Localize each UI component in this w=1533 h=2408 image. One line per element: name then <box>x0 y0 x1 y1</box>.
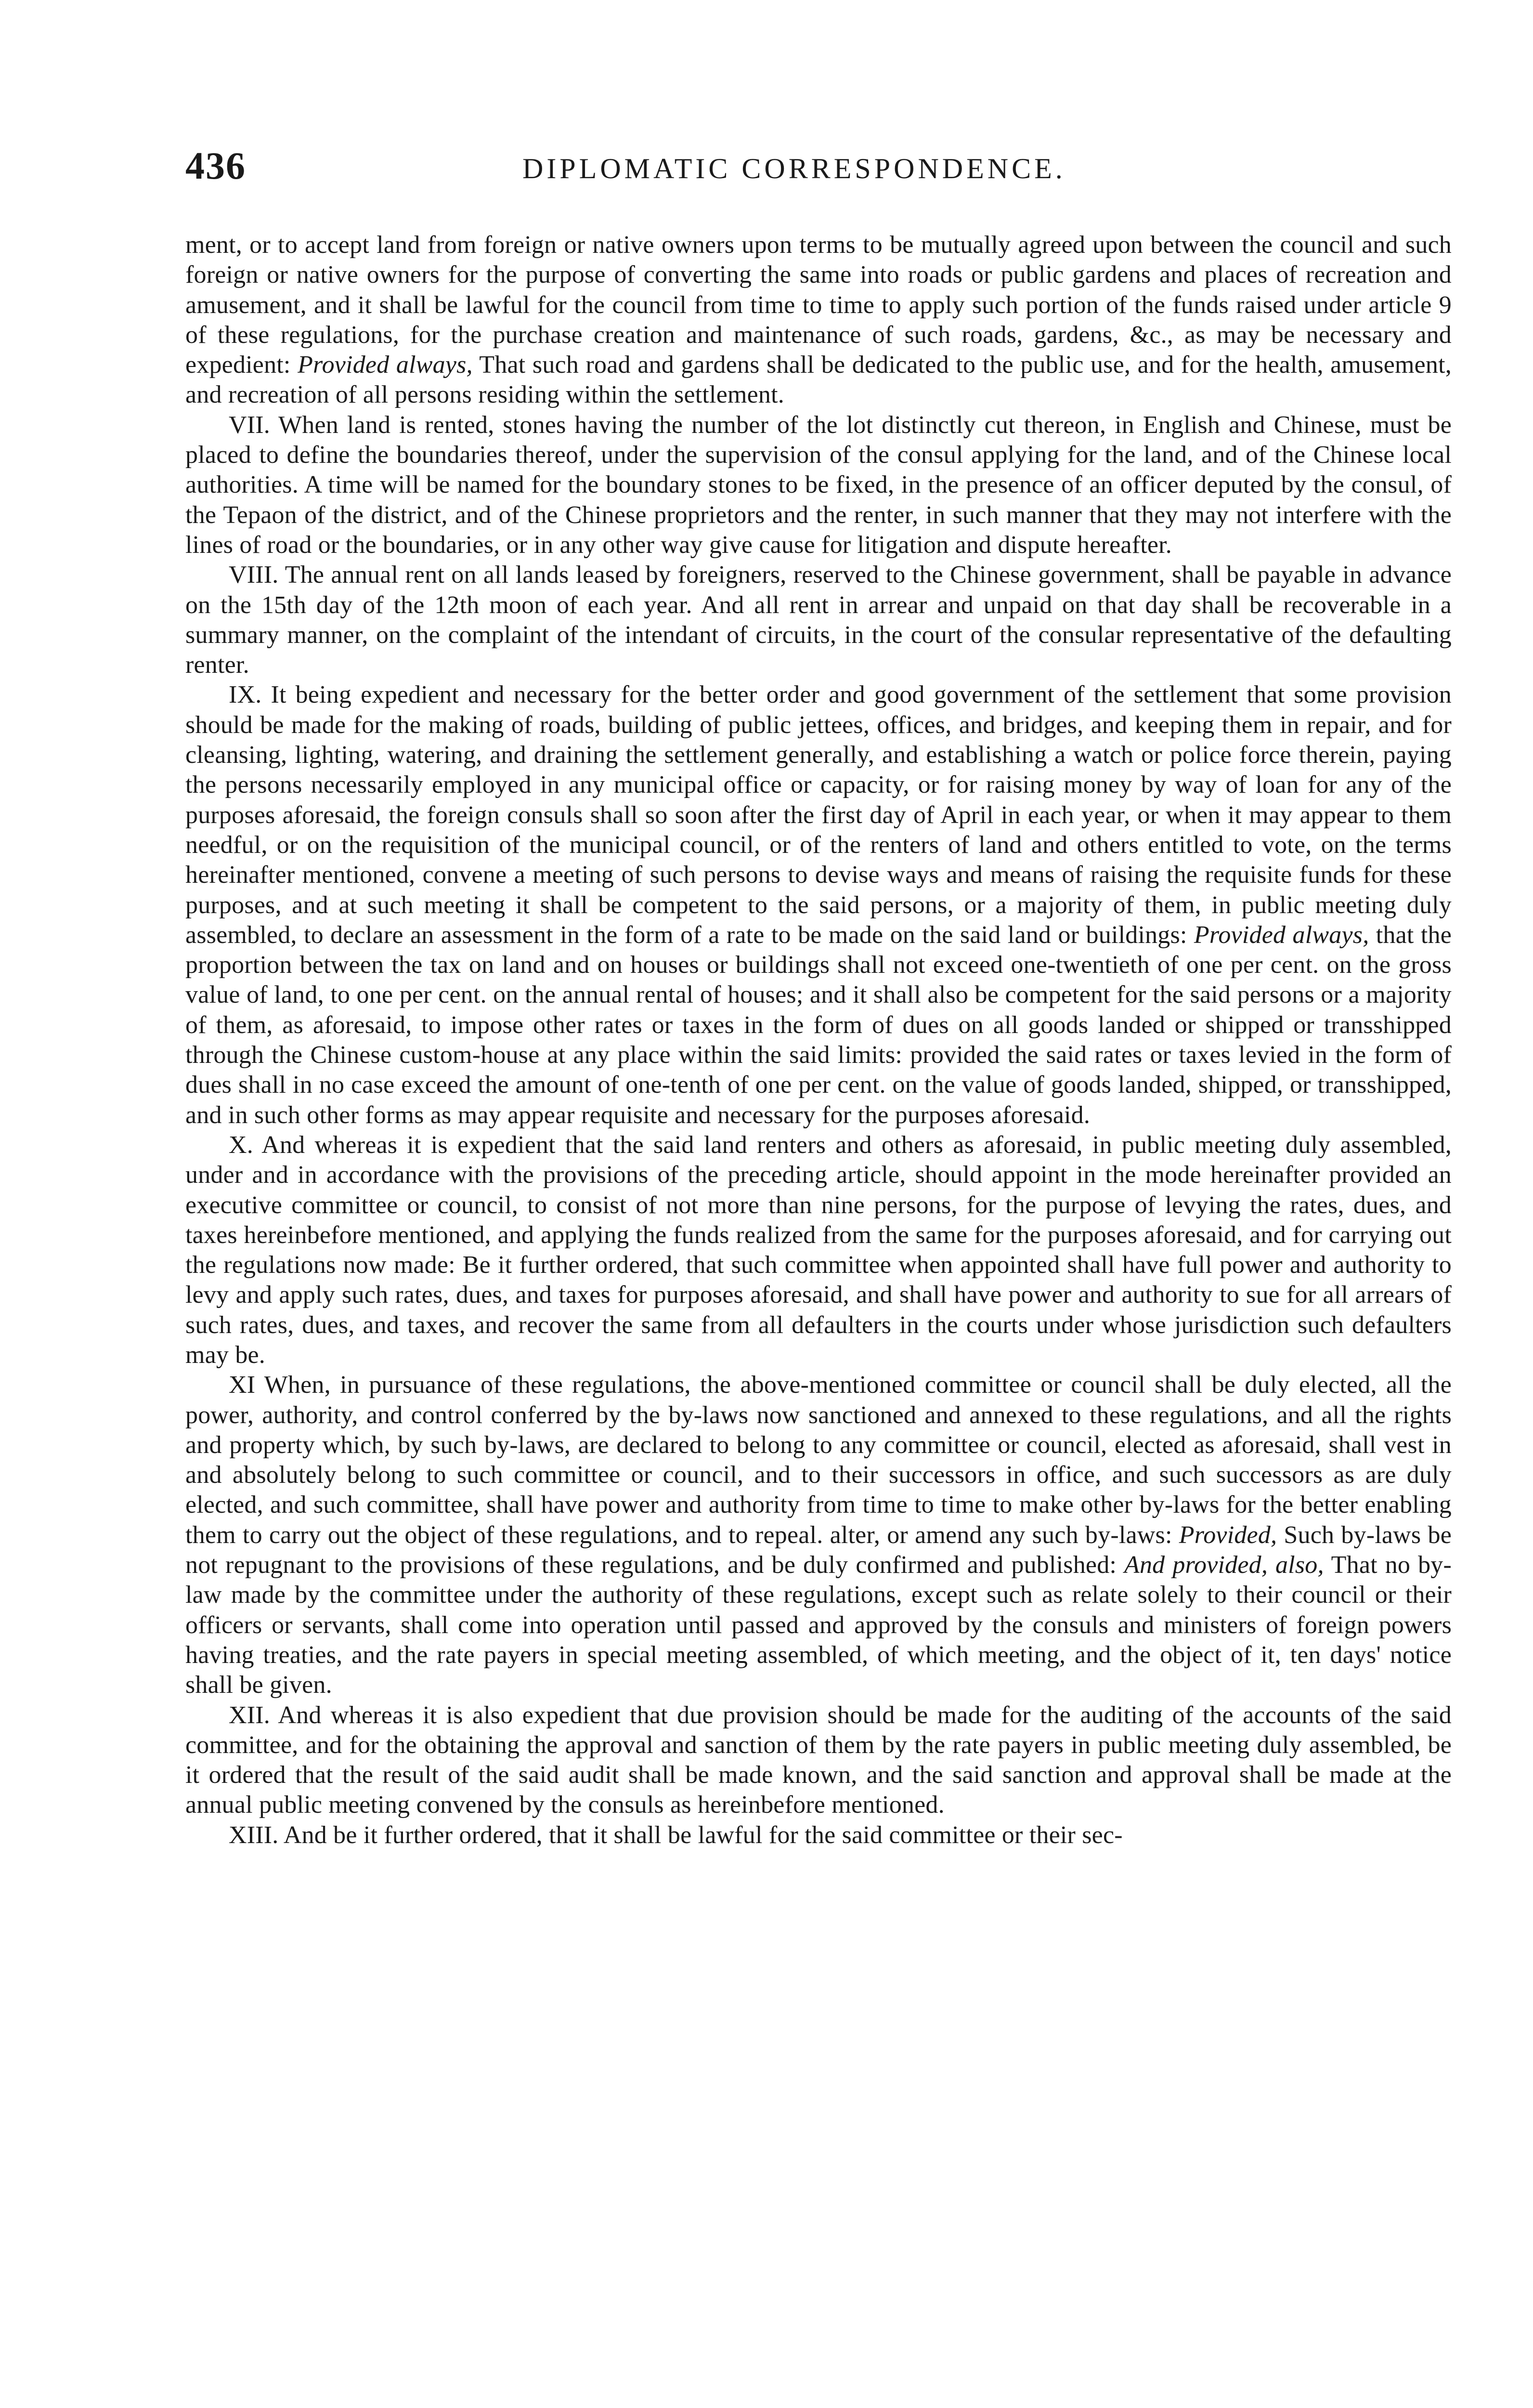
article-xii: XII. And whereas it is also expedient that due provision should be made for the auditing of the accounts of the said committee, and for the obtaining the approval and sanction of them by the rate payers in public meeting duly assembled, be it ordered that the result of the said audit shall be made known, and the said sanction and approval shall be made at the annual public meeting convened by the consuls as hereinbefore mentioned. <box>185 1701 1452 1819</box>
body-text <box>185 230 1452 1850</box>
article-xi: XI When, in pursuance of these regulations, the above-mentioned committee or council shall be duly elected, all the power, authority, and control conferred by the by-laws now sanctioned and annexed to these regulations, and all the rights and property which, by such by-laws, are declared to belong to any committee or council, elected as aforesaid, shall vest in and absolutely belong to such committee or council, and to their successors in office, and such successors as are duly elected, and such committee, shall have power and authority from time to time to make other by-laws for the better enabling them to carry out the object of these regulations, and to repeal. alter, or amend any such by-laws: Provided, Such by-laws be not repugnant to the provisions of these regulations, and be duly confirmed and published: And provided, also, That no by-law made by the committee under the authority of these regulations, except such as relate solely to their council or their officers or servants, shall come into operation until passed and approved by the consuls and ministers of foreign powers having treaties, and the rate payers in special meeting assembled, of which meeting, and the object of it, ten days' notice shall be given. <box>185 1371 1452 1699</box>
italic-phrase: Provided always, <box>1194 921 1369 949</box>
running-header <box>185 140 1452 197</box>
italic-phrase: Provided always, <box>298 351 473 379</box>
article-x: X. And whereas it is expedient that the said land renters and others as aforesaid, in public meeting duly assembled, under and in accordance with the provisions of the preceding article, should appoint in the mode hereinafter provided an executive committee or council, to consist of not more than nine persons, for the purpose of levying the rates, dues, and taxes hereinbefore mentioned, and applying the funds realized from the same for the purposes aforesaid, and for carrying out the regulations now made: Be it further ordered, that such committee when appointed shall have full power and authority to levy and apply such rates, dues, and taxes for purposes aforesaid, and shall have power and authority to sue for all arrears of such rates, dues, and taxes, and recover the same from all defaulters in the courts under whose jurisdiction such defaulters may be. <box>185 1131 1452 1369</box>
article-vii: VII. When land is rented, stones having the number of the lot distinctly cut thereon, in English and Chinese, must be placed to define the boundaries thereof, under the supervision of the consul applying for the land, and of the Chinese local authorities. A time will be named for the boundary stones to be fixed, in the presence of an officer deputed by the consul, of the Tepaon of the district, and of the Chinese proprietors and the renter, in such manner that they may not interfere with the lines of road or the boundaries, or in any other way give cause for litigation and dispute hereafter. <box>185 411 1452 559</box>
article-viii: VIII. The annual rent on all lands leased by foreigners, reserved to the Chinese government, shall be payable in advance on the 15th day of the 12th moon of each year. And all rent in arrear and unpaid on that day shall be recoverable in a summary manner, on the complaint of the intendant of circuits, in the court of the consular representative of the defaulting renter. <box>185 561 1452 679</box>
article-xiii: XIII. And be it further ordered, that it shall be lawful for the said committee or their sec- <box>229 1821 1123 1849</box>
page-number: 436 <box>185 145 246 187</box>
italic-phrase: And provided, also, <box>1124 1551 1324 1579</box>
article-ix: IX. It being expedient and necessary for the better order and good government of the settlement that some provision should be made for the making of roads, building of public jettees, offices, and bridges, and keeping them in repair, and for cleansing, lighting, watering, and draining the settlement generally, and establishing a watch or police force therein, paying the persons necessarily employed in any municipal office or capacity, or for raising money by way of loan for any of the purposes aforesaid, the foreign consuls shall so soon after the first day of April in each year, or when it may appear to them needful, or on the requisition of the municipal council, or of the renters of land and others entitled to vote, on the terms hereinafter mentioned, convene a meeting of such persons to devise ways and means of raising the requisite funds for these purposes, and at such meeting it shall be competent to the said persons, or a majority of them, in public meeting duly assembled, to declare an assessment in the form of a rate to be made on the said land or buildings: Provided always, that the proportion between the tax on land and on houses or buildings shall not exceed one-twentieth of one per cent. on the gross value of land, to one per cent. on the annual rental of houses; and it shall also be competent for the said persons or a majority of them, as aforesaid, to impose other rates or taxes in the form of dues on all goods landed or shipped or transshipped through the Chinese custom-house at any place within the said limits: provided the said rates or taxes levied in the form of dues shall in no case exceed the amount of one-tenth of one per cent. on the value of goods landed, shipped, or transshipped, and in such other forms as may appear requisite and necessary for the purposes aforesaid. <box>185 681 1452 1129</box>
italic-phrase: Provided, <box>1179 1521 1277 1549</box>
running-title: DIPLOMATIC CORRESPONDENCE. <box>522 153 1066 184</box>
paragraph-continuation: ment, or to accept land from foreign or native owners upon terms to be mutually agreed upon between the council and such foreign or native owners for the purpose of converting the same into roads or public gardens and places of recreation and amusement, and it shall be lawful for the council from time to time to apply such portion of the funds raised under article 9 of these regulations, for the purchase creation and maintenance of such roads, gardens, &c., as may be necessary and expedient: Provided always, That such road and gardens shall be dedicated to the public use, and for the health, amusement, and recreation of all persons residing within the settlement. <box>185 231 1452 409</box>
